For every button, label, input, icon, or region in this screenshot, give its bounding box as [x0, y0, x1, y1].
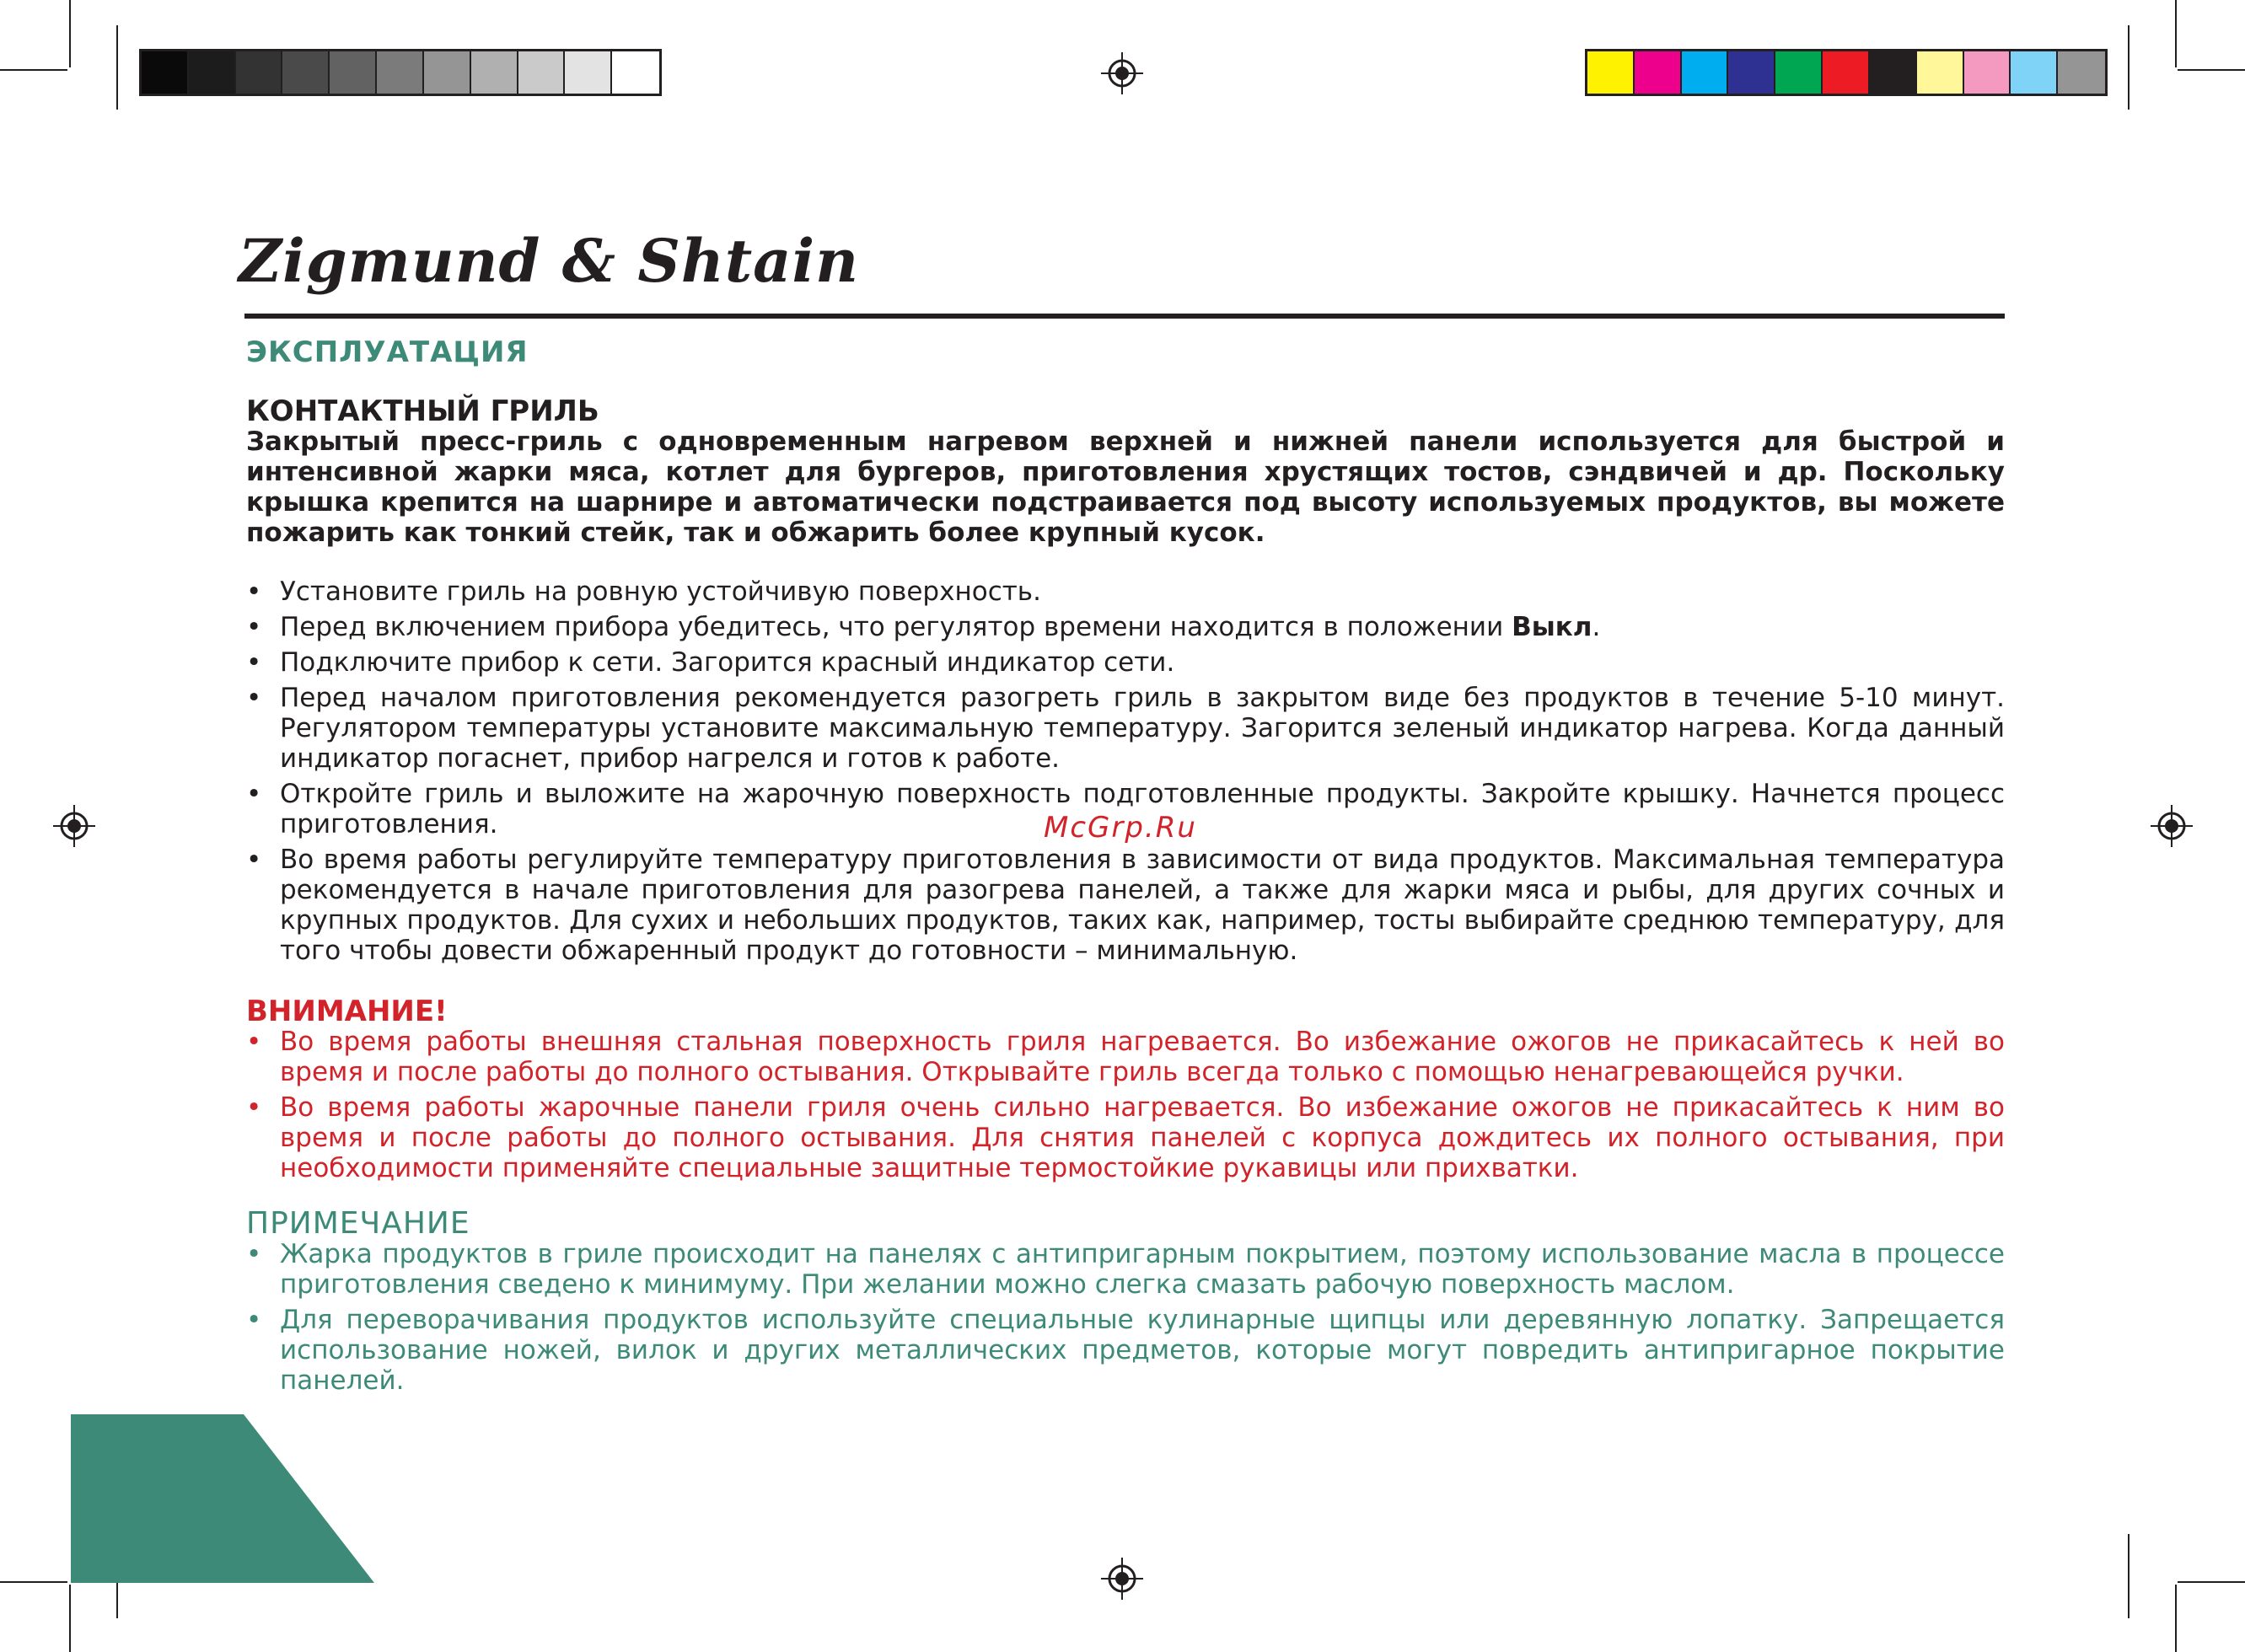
color-swatch — [518, 51, 566, 94]
color-swatch — [612, 51, 659, 94]
color-swatch — [142, 51, 189, 94]
crop-mark — [2178, 69, 2245, 71]
off-position-label: Выкл — [1512, 612, 1592, 642]
color-swatch — [1728, 51, 1775, 94]
note-title: ПРИМЕЧАНИЕ — [246, 1206, 470, 1241]
list-item: • Во время работы внешняя стальная поверхность гриля нагревается. Во избежание ожогов не прикасайтесь к ней во время и после работы до полного остывания. Открывайте гриль всегда только с помощью ненагревающейся ручки. — [246, 1027, 2005, 1087]
section-title: ЭКСПЛУАТАЦИЯ — [246, 335, 529, 369]
page-content — [246, 337, 2005, 1401]
registration-mark-icon — [1101, 52, 1143, 94]
list-item: • Во время работы регулируйте температуру приготовления в зависимости от вида продуктов. Максимальная температура рекомендуется в начале приготовления для разогрева панелей, а также для жарки мяса и рыбы, для других сочных и крупных продуктов. Для сухих и небольших продуктов, таких как, например, тосты выбирайте среднюю температуру, для того чтобы довести обжаренный продукт до готовности – минимальную. — [246, 845, 2005, 966]
warning-list — [246, 1027, 2005, 1183]
warning-title: ВНИМАНИЕ! — [246, 995, 448, 1028]
color-swatch — [1682, 51, 1729, 94]
color-swatch — [377, 51, 424, 94]
grill-lead: Закрытый пресс-гриль с одновременным нагревом верхней и нижней панели используется для быстрой и интенсивной жарки мяса, котлет для бургеров, приготовления хрустящих тостов, сэндвичей и др. Поскольку крышка крепится на шарнире и автоматически подстраивается под высоту используемых продуктов, вы можете пожарить как тонкий стейк, так и обжарить более крупный кусок. — [246, 426, 2005, 548]
crop-mark — [0, 1581, 67, 1583]
list-item: • Подключите прибор к сети. Загорится красный индикатор сети. — [246, 647, 2005, 678]
brand-logo: Zigmund & Shtain — [239, 226, 859, 296]
crop-mark — [69, 1585, 71, 1652]
color-swatch — [189, 51, 236, 94]
color-swatch — [2011, 51, 2058, 94]
crop-mark — [69, 0, 71, 67]
color-swatch — [424, 51, 471, 94]
list-item: • Во время работы жарочные панели гриля очень сильно нагревается. Во избежание ожогов не прикасайтесь к ним во время и после работы до полного остывания. Для снятия панелей с корпуса дождитесь их полного остывания, при необходимости применяйте специальные защитные термостойкие рукавицы или прихватки. — [246, 1092, 2005, 1183]
list-item-text: . — [1592, 612, 1601, 642]
list-item: • Жарка продуктов в гриле происходит на панелях с антипригарным покрытием, поэтому использование масла в процессе приготовления сведено к минимуму. При желании можно слегка смазать рабочую поверхность маслом. — [246, 1239, 2005, 1300]
grayscale-color-bar — [139, 49, 662, 96]
crop-mark — [2128, 25, 2130, 110]
color-swatch — [565, 51, 612, 94]
color-swatch — [471, 51, 518, 94]
crop-mark — [116, 25, 118, 110]
note-list — [246, 1239, 2005, 1396]
list-item: • Установите гриль на ровную устойчивую поверхность. — [246, 577, 2005, 607]
color-swatch — [330, 51, 377, 94]
color-swatch — [1964, 51, 2011, 94]
crop-mark — [2175, 0, 2177, 67]
crop-mark — [2178, 1581, 2245, 1583]
watermark: McGrp.Ru — [1044, 811, 1197, 845]
color-swatch — [1775, 51, 1823, 94]
color-swatch — [1587, 51, 1635, 94]
list-item-text: Перед включением прибора убедитесь, что регулятор времени находится в положении — [280, 612, 1512, 642]
list-item: • Перед началом приготовления рекомендуется разогреть гриль в закрытом виде без продуктов в течение 5-10 минут. Регулятором температуры установите максимальную температуру. Загорится зеленый индикатор нагрева. Когда данный индикатор погаснет, прибор нагрелся и готов к работе. — [246, 683, 2005, 774]
color-swatch — [236, 51, 283, 94]
crop-mark — [2128, 1534, 2130, 1618]
color-swatch — [1635, 51, 1682, 94]
color-swatch — [1823, 51, 1870, 94]
registration-mark-icon — [2151, 805, 2193, 847]
instruction-list — [246, 577, 2005, 966]
color-swatch — [1870, 51, 1917, 94]
crop-mark — [2175, 1585, 2177, 1652]
page-corner-tab — [71, 1414, 374, 1583]
cmyk-color-bar — [1585, 49, 2108, 96]
color-swatch — [282, 51, 330, 94]
list-item: • Откройте гриль и выложите на жарочную поверхность подготовленные продукты. Закройте крышку. Начнется процесс приготовления. — [246, 779, 2005, 839]
registration-mark-icon — [53, 805, 95, 847]
list-item: • Для переворачивания продуктов используйте специальные кулинарные щипцы или деревянную лопатку. Запрещается использование ножей, вилок и других металлических предметов, которые могут повредить антипригарное покрытие панелей. — [246, 1305, 2005, 1396]
list-item — [246, 612, 2005, 642]
color-swatch — [2058, 51, 2105, 94]
color-swatch — [1917, 51, 1964, 94]
grill-title: КОНТАКТНЫЙ ГРИЛЬ — [246, 394, 599, 428]
header-rule — [244, 314, 2005, 319]
crop-mark — [0, 69, 67, 71]
registration-mark-icon — [1101, 1558, 1143, 1600]
